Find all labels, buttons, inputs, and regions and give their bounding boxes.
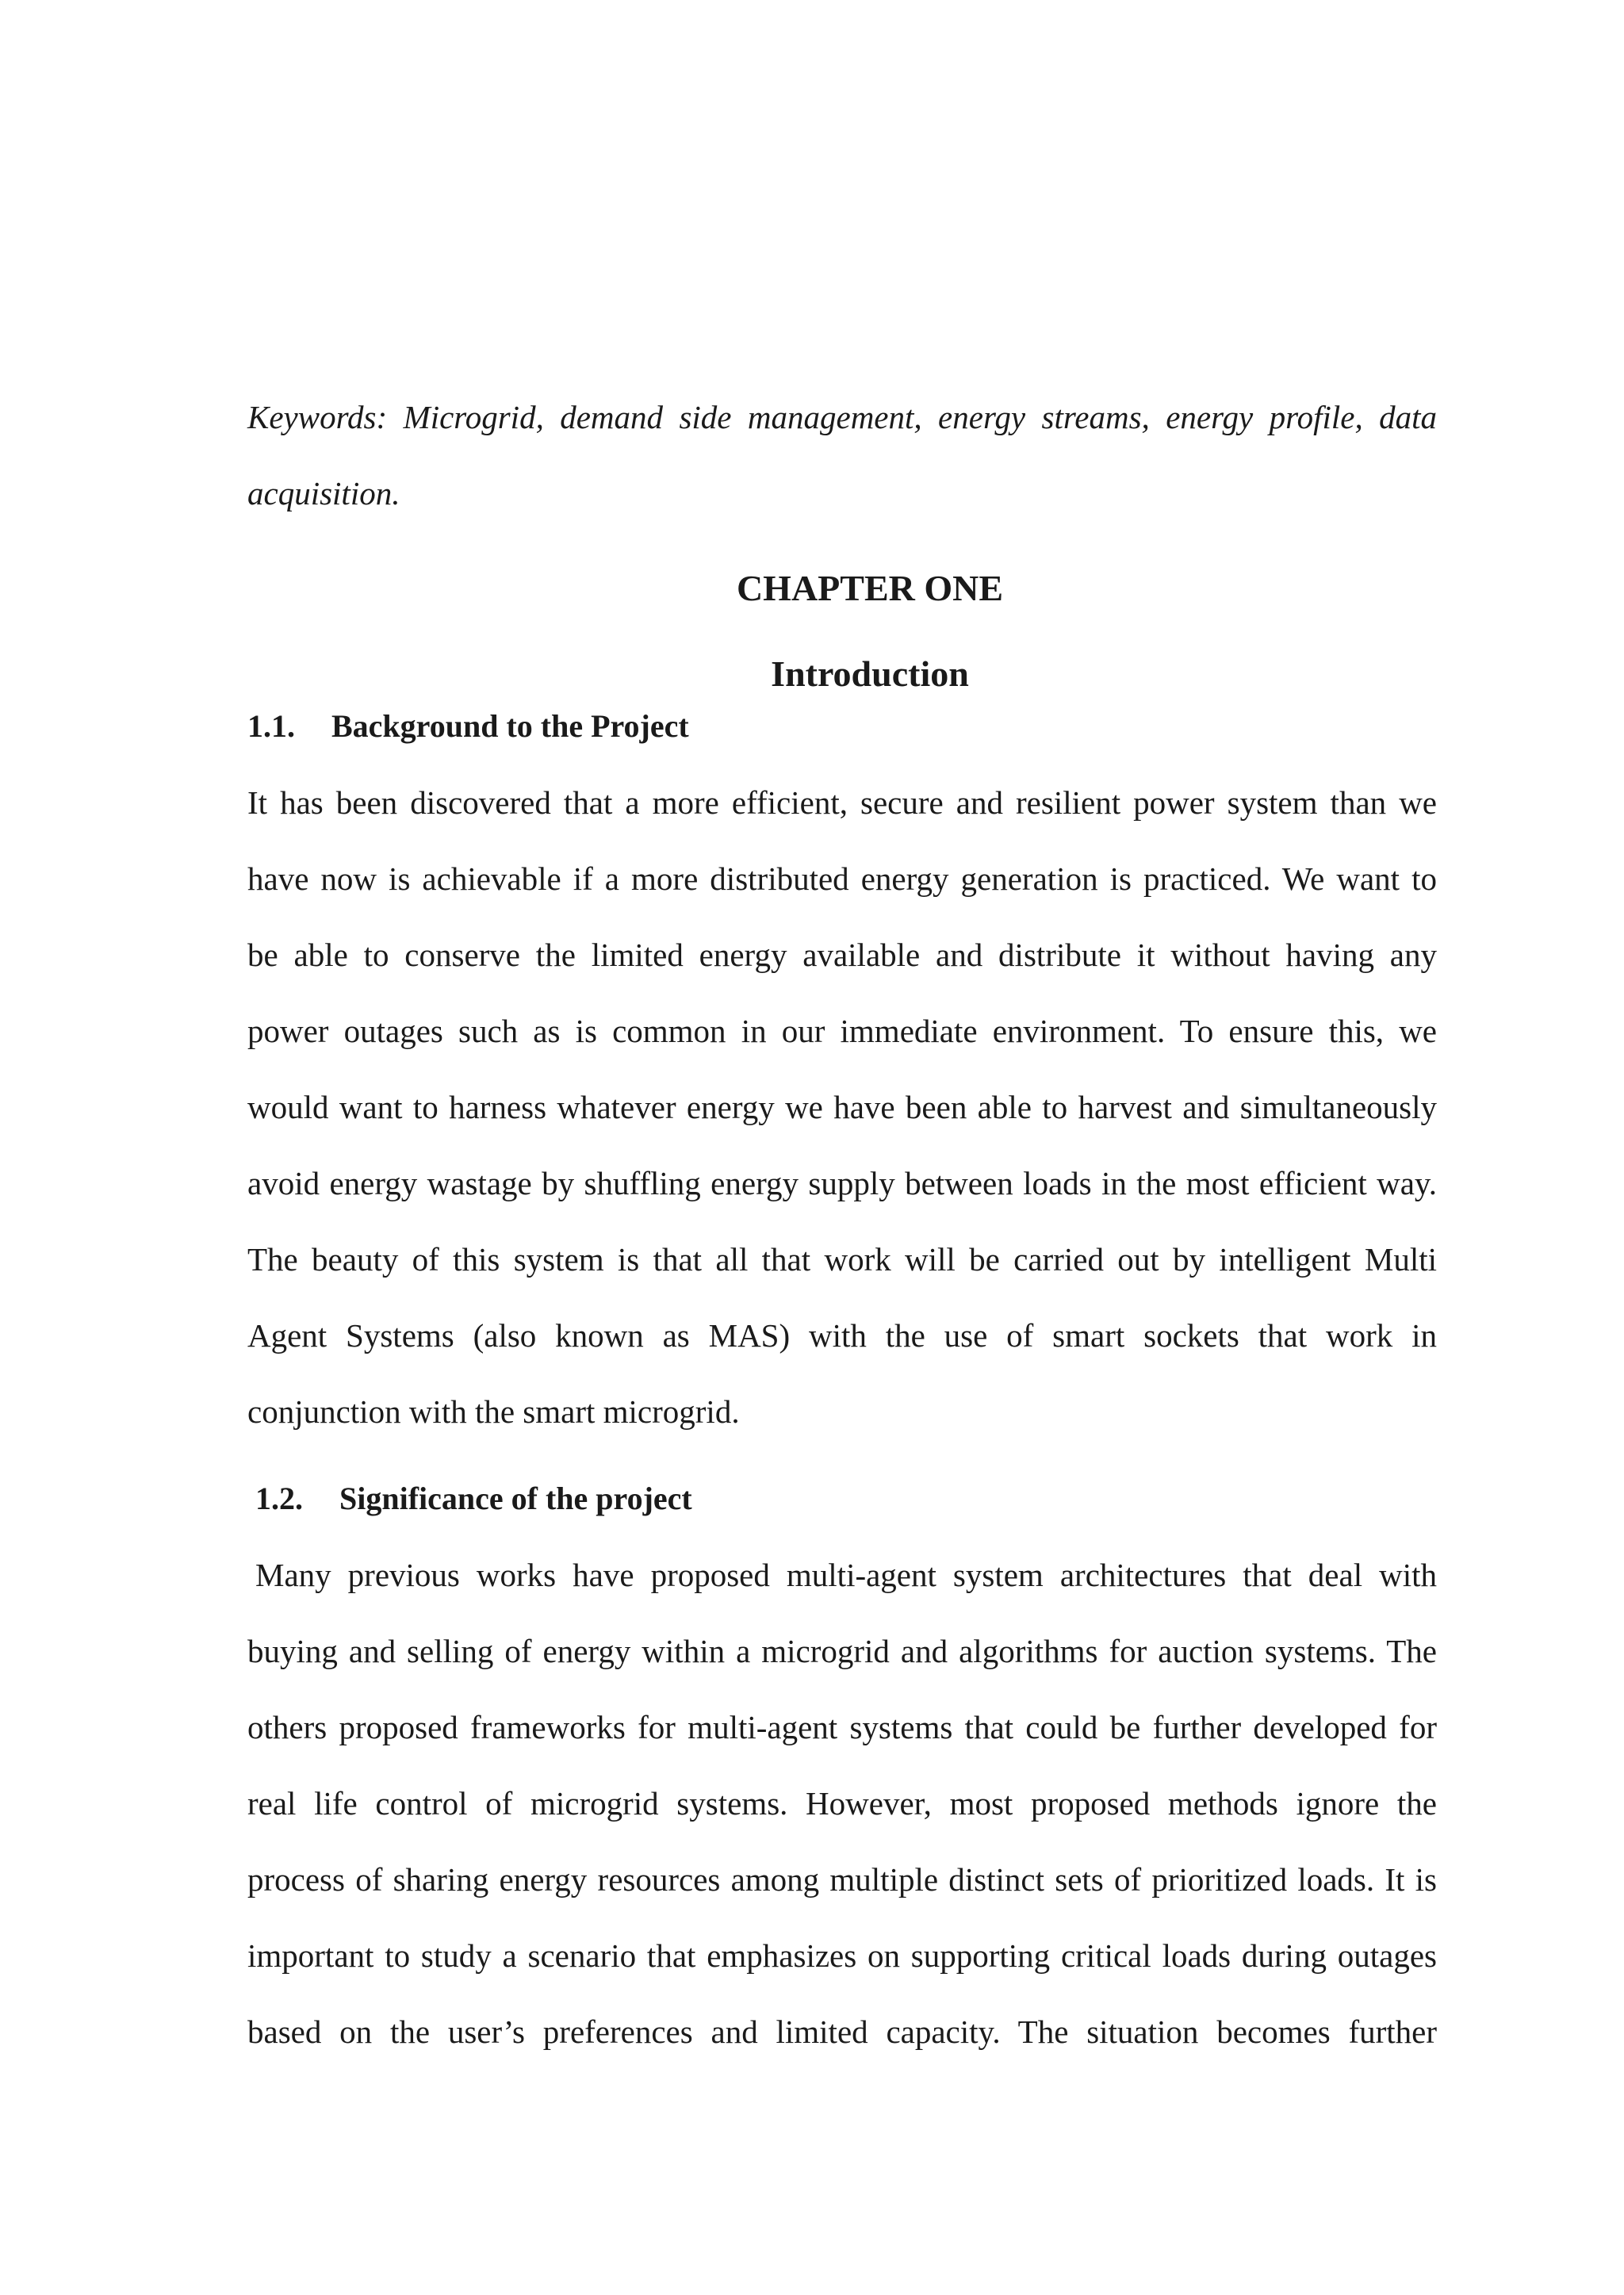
keywords-line: acquisition. bbox=[247, 475, 400, 511]
paragraph-line: be able to conserve the limited energy available and distribute it without having any bbox=[247, 937, 1437, 973]
significance-paragraph bbox=[247, 1537, 1437, 2070]
paragraph-line: would want to harness whatever energy we have been able to harvest and simultaneously bbox=[247, 1089, 1437, 1125]
chapter-label: CHAPTER ONE bbox=[736, 568, 1004, 608]
section-number: 1.1. bbox=[247, 708, 295, 744]
paragraph-line: buying and selling of energy within a microgrid and algorithms for auction systems. The bbox=[247, 1633, 1437, 1669]
paragraph-line: The beauty of this system is that all that work will be carried out by intelligent Multi bbox=[247, 1241, 1437, 1278]
paragraph-line: conjunction with the smart microgrid. bbox=[247, 1393, 740, 1430]
keywords-paragraph bbox=[247, 379, 1437, 531]
paragraph-line: Agent Systems (also known as MAS) with the use of smart sockets that work in bbox=[247, 1317, 1437, 1354]
section-heading-1-2 bbox=[247, 1477, 1437, 1521]
background-paragraph bbox=[247, 764, 1437, 1450]
paragraph-line: Many previous works have proposed multi-agent system architectures that deal with bbox=[255, 1557, 1437, 1593]
section-title: Background to the Project bbox=[331, 708, 689, 744]
paragraph-line: have now is achievable if a more distributed energy generation is practiced. We want to bbox=[247, 860, 1437, 897]
paragraph-line: power outages such as is common in our immediate environment. To ensure this, we bbox=[247, 1013, 1437, 1049]
paragraph-line: process of sharing energy resources among multiple distinct sets of prioritized loads. It is bbox=[247, 1861, 1437, 1898]
paragraph-line: important to study a scenario that emphasizes on supporting critical loads during outages bbox=[247, 1937, 1437, 1974]
paragraph-line: real life control of microgrid systems. However, most proposed methods ignore the bbox=[247, 1785, 1437, 1822]
paragraph-line: others proposed frameworks for multi-agent systems that could be further developed for bbox=[247, 1709, 1437, 1745]
chapter-title: Introduction bbox=[771, 653, 969, 694]
paragraph-line: based on the user’s preferences and limited capacity. The situation becomes further bbox=[247, 2013, 1437, 2050]
paragraph-line: It has been discovered that a more efficient, secure and resilient power system than we bbox=[247, 784, 1437, 821]
page-content bbox=[247, 379, 1437, 2070]
section-heading-1-1 bbox=[247, 704, 1437, 749]
paragraph-line: avoid energy wastage by shuffling energy supply between loads in the most efficient way. bbox=[247, 1165, 1437, 1201]
section-title: Significance of the project bbox=[339, 1481, 692, 1516]
keywords-line: Keywords: Microgrid, demand side management, energy streams, energy profile, data bbox=[247, 399, 1437, 435]
section-number: 1.2. bbox=[255, 1481, 303, 1516]
